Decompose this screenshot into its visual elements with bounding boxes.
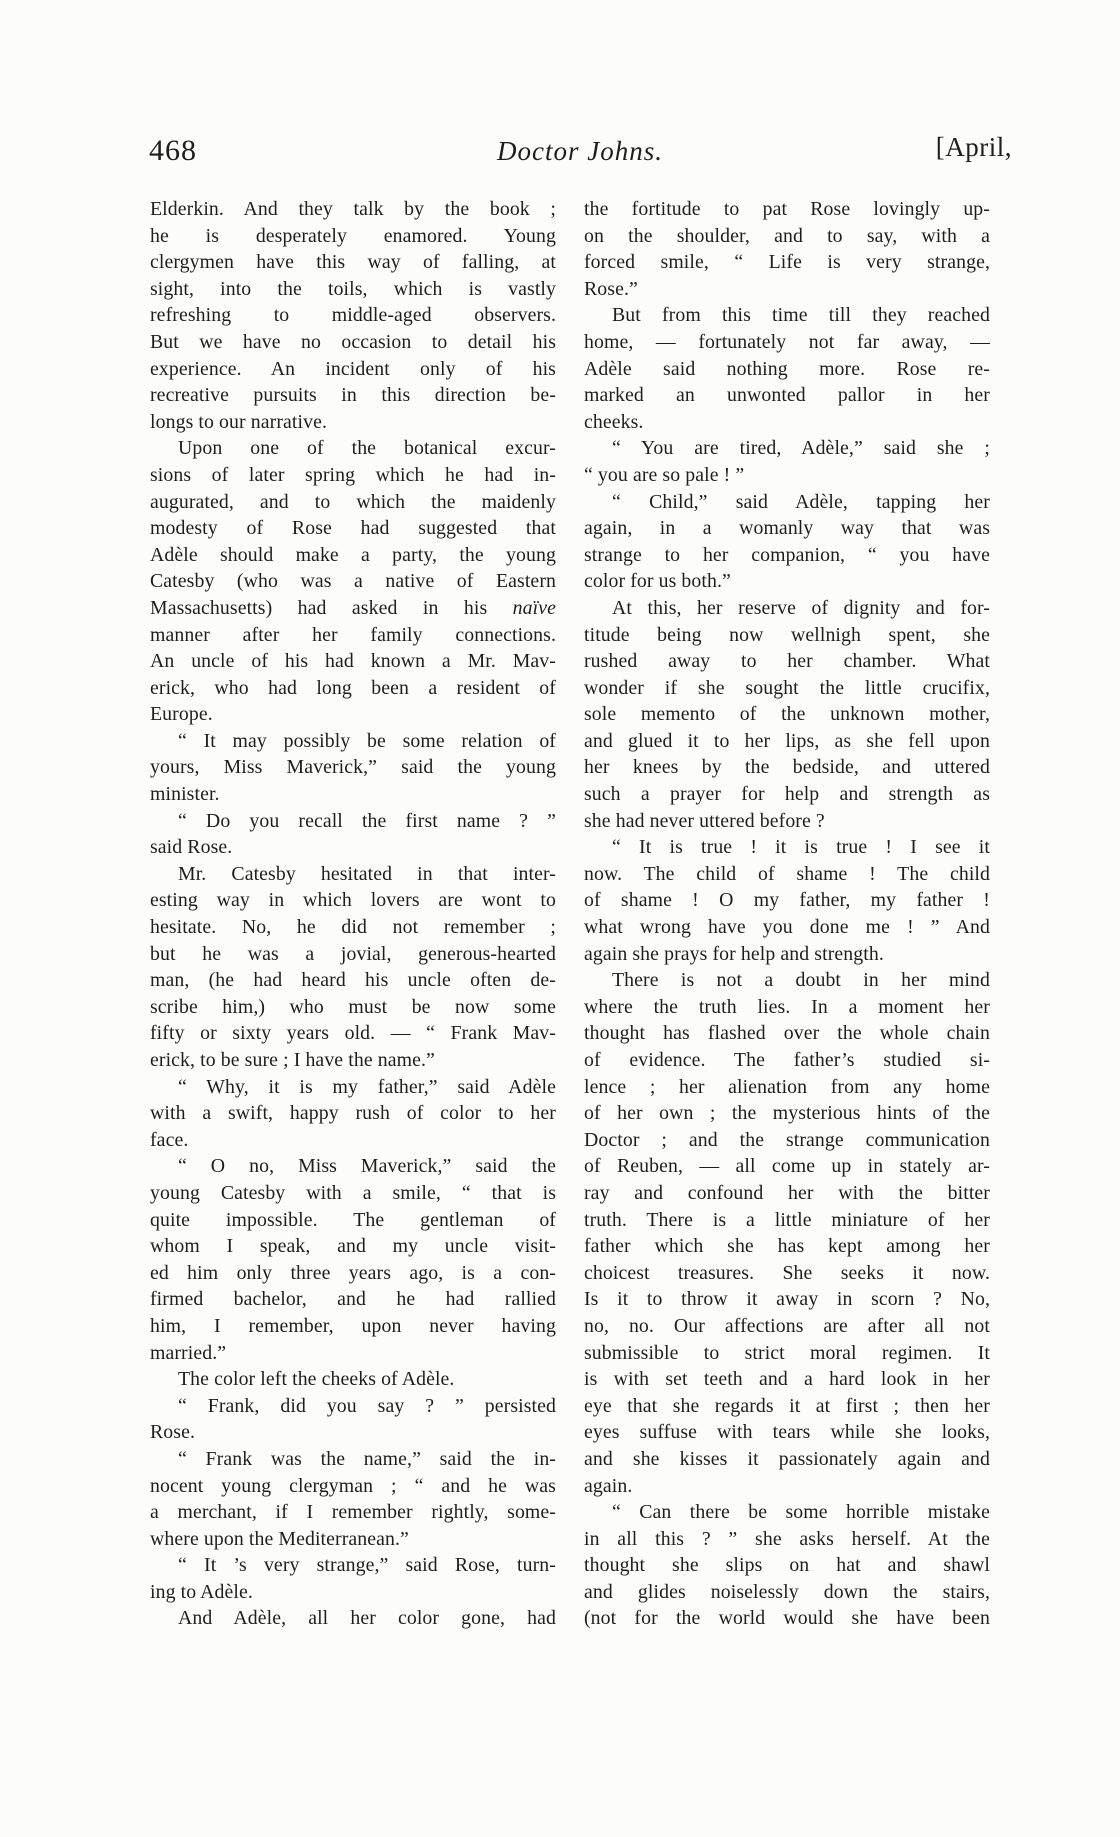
text-line: Adèle should make a party, the young: [150, 543, 556, 566]
text-line: sight, into the toils, which is vastly: [150, 277, 556, 300]
text-line: And Adèle, all her color gone, had: [178, 1607, 556, 1630]
text-line: in all this ? ” she asks herself. At the: [584, 1527, 990, 1550]
text-line: sions of later spring which he had in-: [150, 463, 556, 486]
text-line: “ You are tired, Adèle,” said she ;: [612, 437, 990, 460]
text-line: where upon the Mediterranean.”: [150, 1527, 409, 1550]
text-line: “ It may possibly be some relation of: [178, 729, 556, 752]
text-line: longs to our narrative.: [150, 410, 327, 433]
right-column: [584, 196, 990, 1632]
text-line: “ Child,” said Adèle, tapping her: [612, 490, 990, 513]
text-line: Massachusetts) had asked in his naïve: [150, 596, 556, 619]
text-line: Rose.: [150, 1421, 196, 1444]
text-line: “ It is true ! it is true ! I see it: [612, 836, 990, 859]
text-line: a merchant, if I remember rightly, some-: [150, 1501, 556, 1524]
text-line: such a prayer for help and strength as: [584, 783, 990, 806]
text-line: experience. An incident only of his: [150, 357, 556, 380]
text-line: truth. There is a little miniature of her: [584, 1208, 990, 1231]
text-line: recreative pursuits in this direction be-: [150, 384, 556, 407]
text-line: Mr. Catesby hesitated in that inter-: [178, 862, 556, 885]
text-line: titude being now wellnigh spent, she: [584, 623, 990, 646]
text-line: but he was a jovial, generous-hearted: [150, 942, 556, 965]
text-line: firmed bachelor, and he had rallied: [150, 1288, 556, 1311]
text-line: An uncle of his had known a Mr. Mav-: [150, 650, 556, 673]
text-line: erick, who had long been a resident of: [150, 676, 556, 699]
text-line: said Rose.: [150, 836, 233, 859]
text-line: fifty or sixty years old. — “ Frank Mav-: [150, 1022, 556, 1045]
text-line: erick, to be sure ; I have the name.”: [150, 1049, 435, 1071]
text-line: There is not a doubt in her mind: [612, 969, 990, 992]
text-line: marked an unwonted pallor in her: [584, 384, 990, 407]
text-line: “ you are so pale ! ”: [584, 463, 745, 486]
text-line: thought she slips on hat and shawl: [584, 1554, 990, 1577]
text-line: But from this time till they reached: [612, 304, 990, 327]
text-line: sole memento of the unknown mother,: [584, 703, 990, 726]
text-line: man, (he had heard his uncle often de-: [150, 969, 556, 992]
text-line: ed him only three years ago, is a con-: [150, 1261, 556, 1284]
text-line: “ O no, Miss Maverick,” said the: [178, 1155, 556, 1178]
text-line: scribe him,) who must be now some: [150, 995, 556, 1018]
text-line: Europe.: [150, 703, 213, 726]
text-line: rushed away to her chamber. What: [584, 650, 990, 673]
text-line: choicest treasures. She seeks it now.: [584, 1261, 990, 1284]
text-line: eyes suffuse with tears while she looks,: [584, 1421, 990, 1444]
text-line: Is it to throw it away in scorn ? No,: [584, 1288, 990, 1311]
page-number: 468: [149, 134, 197, 167]
text-line: augurated, and to which the maidenly: [150, 490, 556, 513]
text-line: refreshing to middle-aged observers.: [150, 304, 556, 327]
text-line: she had never uttered before ?: [584, 809, 825, 832]
text-line: minister.: [150, 783, 220, 806]
text-line: the fortitude to pat Rose lovingly up-: [584, 198, 990, 220]
text-line: again, in a womanly way that was: [584, 517, 990, 540]
text-line: of shame ! O my father, my father !: [584, 889, 990, 912]
text-line: Catesby (who was a native of Eastern: [150, 570, 556, 593]
text-line: submissible to strict moral regimen. It: [584, 1341, 990, 1364]
text-line: with a swift, happy rush of color to her: [150, 1102, 556, 1125]
text-line: her knees by the bedside, and uttered: [584, 756, 990, 779]
text-line: eye that she regards it at first ; then her: [584, 1394, 990, 1417]
text-line: “ Do you recall the first name ? ”: [178, 809, 556, 832]
text-line: manner after her family connections.: [150, 623, 556, 646]
text-line: of Reuben, — all come up in stately ar-: [584, 1155, 990, 1178]
text-line: clergymen have this way of falling, at: [150, 251, 556, 274]
text-line: “ Frank was the name,” said the in-: [178, 1447, 556, 1470]
text-line: him, I remember, upon never having: [150, 1314, 556, 1337]
text-line: forced smile, “ Life is very strange,: [584, 251, 990, 274]
text-line: modesty of Rose had suggested that: [150, 517, 556, 540]
text-line: Adèle said nothing more. Rose re-: [584, 357, 990, 380]
text-line: of evidence. The father’s studied si-: [584, 1049, 990, 1071]
text-line: (not for the world would she have been: [584, 1607, 990, 1630]
text-line: and glides noiselessly down the stairs,: [584, 1580, 990, 1603]
text-line: Upon one of the botanical excur-: [178, 437, 556, 460]
text-line: strange to her companion, “ you have: [584, 543, 990, 566]
text-line: ing to Adèle.: [150, 1580, 253, 1603]
text-line: The color left the cheeks of Adèle.: [178, 1368, 455, 1391]
text-line: and glued it to her lips, as she fell upon: [584, 729, 990, 752]
text-line: “ Why, it is my father,” said Adèle: [178, 1075, 556, 1098]
text-line: color for us both.”: [584, 570, 731, 593]
issue-date: [April,: [935, 132, 1012, 162]
text-line: where the truth lies. In a moment her: [584, 995, 990, 1018]
text-line: of her own ; the mysterious hints of the: [584, 1102, 990, 1125]
text-line: “ It ’s very strange,” said Rose, turn-: [178, 1554, 556, 1577]
text-line: home, — fortunately not far away, —: [584, 330, 990, 353]
text-line: again.: [584, 1474, 633, 1497]
running-title: Doctor Johns.: [497, 136, 663, 166]
text-line: quite impossible. The gentleman of: [150, 1208, 556, 1231]
text-line: no, no. Our affections are after all not: [584, 1314, 990, 1337]
text-line: young Catesby with a smile, “ that is: [150, 1181, 556, 1204]
text-line: father which she has kept among her: [584, 1235, 990, 1258]
text-line: again she prays for help and strength.: [584, 942, 884, 965]
text-line: “ Frank, did you say ? ” persisted: [178, 1394, 556, 1417]
text-line: and she kisses it passionately again and: [584, 1447, 990, 1470]
text-line: what wrong have you done me ! ” And: [584, 916, 990, 939]
text-line: yours, Miss Maverick,” said the young: [150, 756, 556, 779]
text-line: cheeks.: [584, 410, 644, 433]
text-line: wonder if she sought the little crucifix,: [584, 676, 990, 699]
text-line: thought has flashed over the whole chain: [584, 1022, 990, 1045]
text-line: Doctor ; and the strange communication: [584, 1128, 990, 1151]
text-line: But we have no occasion to detail his: [150, 330, 556, 353]
text-line: married.”: [150, 1341, 227, 1364]
text-line: ray and confound her with the bitter: [584, 1181, 990, 1204]
text-line: “ Can there be some horrible mistake: [612, 1501, 990, 1524]
text-line: Rose.”: [584, 277, 638, 300]
text-line: now. The child of shame ! The child: [584, 862, 990, 885]
text-line: is with set teeth and a hard look in her: [584, 1368, 990, 1391]
text-line: nocent young clergyman ; “ and he was: [150, 1474, 556, 1497]
text-line: whom I speak, and my uncle visit-: [150, 1235, 556, 1258]
text-line: he is desperately enamored. Young: [150, 224, 556, 247]
text-line: on the shoulder, and to say, with a: [584, 224, 990, 247]
left-column: [150, 196, 556, 1632]
text-line: At this, her reserve of dignity and for-: [612, 596, 990, 619]
text-line: Elderkin. And they talk by the book ;: [150, 198, 556, 220]
text-line: lence ; her alienation from any home: [584, 1075, 990, 1098]
text-line: esting way in which lovers are wont to: [150, 889, 556, 912]
text-line: face.: [150, 1128, 189, 1151]
text-line: hesitate. No, he did not remember ;: [150, 916, 556, 939]
